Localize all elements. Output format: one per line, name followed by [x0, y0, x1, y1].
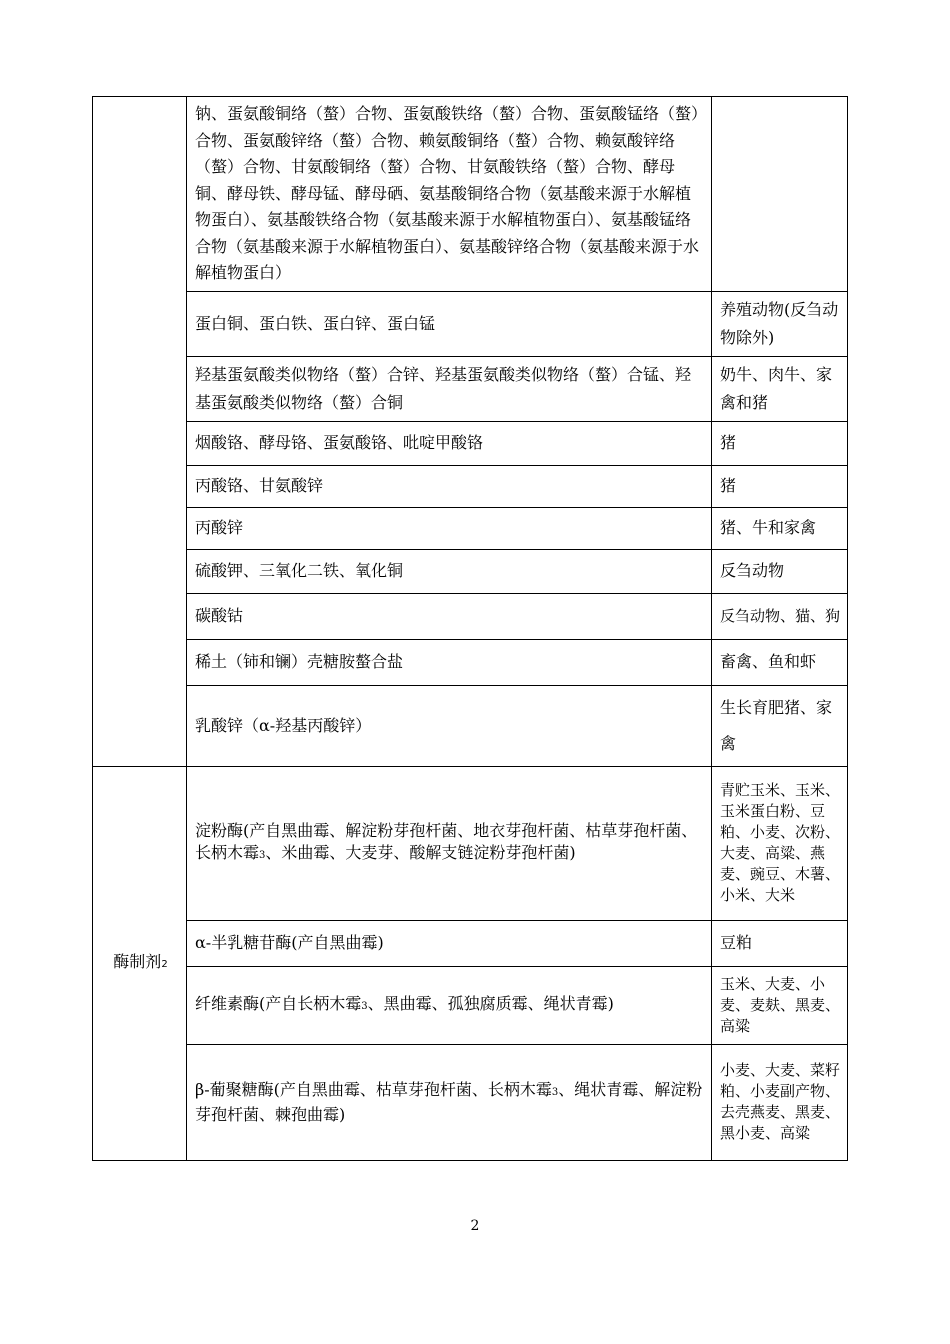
- substance-text: 、米曲霉、大麦芽、酸解支链淀粉芽孢杆菌): [265, 842, 576, 862]
- table-row: [93, 97, 848, 292]
- category-label: 酶制剂: [113, 951, 162, 971]
- footnote-mark: 3: [551, 1086, 559, 1098]
- table-row: [93, 465, 848, 507]
- table-row: [93, 685, 848, 766]
- substance-text: β-葡聚糖酶(产自黑曲霉、枯草芽孢杆菌、长柄木霉: [195, 1079, 552, 1099]
- substance-text: 淀粉酶(产自黑曲霉、解淀粉芽孢杆菌、地衣芽孢杆菌、枯草芽孢杆菌、长柄木霉: [195, 820, 698, 862]
- scope-cell: 青贮玉米、玉米、玉米蛋白粉、豆粕、小麦、次粉、大麦、高粱、燕麦、豌豆、木薯、小米、大米: [712, 766, 848, 920]
- substance-text: 纤维素酶(产自长柄木霉: [195, 993, 362, 1013]
- table-row: [93, 639, 848, 685]
- substance-cell: [187, 1044, 712, 1160]
- scope-cell: [712, 97, 848, 292]
- substance-text: 、黑曲霉、孤独腐质霉、绳状青霉): [367, 993, 614, 1013]
- scope-cell: 小麦、大麦、菜籽粕、小麦副产物、去壳燕麦、黑麦、黑小麦、高粱: [712, 1044, 848, 1160]
- substance-cell: [187, 766, 712, 920]
- substance-cell: 碳酸钴: [187, 593, 712, 639]
- table-row: [93, 291, 848, 356]
- table-row: [93, 507, 848, 549]
- table-row: [93, 593, 848, 639]
- scope-cell: 奶牛、肉牛、家禽和猪: [712, 356, 848, 421]
- scope-cell: 猪: [712, 421, 848, 465]
- additive-table: [92, 96, 848, 1161]
- scope-cell: 玉米、大麦、小麦、麦麸、黑麦、高粱: [712, 966, 848, 1044]
- footnote-mark: 2: [161, 958, 168, 970]
- scope-cell: 反刍动物、猫、狗: [712, 593, 848, 639]
- table-row: [93, 356, 848, 421]
- scope-cell: 猪、牛和家禽: [712, 507, 848, 549]
- substance-cell: α-半乳糖苷酶(产自黑曲霉): [187, 920, 712, 966]
- table-row: [93, 1044, 848, 1160]
- substance-cell: 稀土（铈和镧）壳糖胺螯合盐: [187, 639, 712, 685]
- category-cell: [93, 97, 187, 767]
- table-row: [93, 920, 848, 966]
- substance-cell: 丙酸锌: [187, 507, 712, 549]
- scope-cell: 反刍动物: [712, 549, 848, 593]
- substance-cell: 蛋白铜、蛋白铁、蛋白锌、蛋白锰: [187, 291, 712, 356]
- table-row: [93, 766, 848, 920]
- substance-cell: 丙酸铬、甘氨酸锌: [187, 465, 712, 507]
- substance-cell: 硫酸钾、三氧化二铁、氧化铜: [187, 549, 712, 593]
- footnote-mark: 3: [361, 1000, 368, 1012]
- substance-cell: [187, 966, 712, 1044]
- scope-cell: 猪: [712, 465, 848, 507]
- table-row: [93, 966, 848, 1044]
- substance-cell: 羟基蛋氨酸类似物络（螯）合锌、羟基蛋氨酸类似物络（螯）合锰、羟基蛋氨酸类似物络（螯）合铜: [187, 356, 712, 421]
- scope-cell: 养殖动物(反刍动物除外): [712, 291, 848, 356]
- page-number: 2: [470, 1218, 480, 1234]
- substance-cell: 钠、蛋氨酸铜络（螯）合物、蛋氨酸铁络（螯）合物、蛋氨酸锰络（螯）合物、蛋氨酸锌络（螯）合物、赖氨酸铜络（螯）合物、赖氨酸锌络（螯）合物、甘氨酸铜络（螯）合物、甘氨酸铁络（螯）合物、酵母铜、酵母铁、酵母锰、酵母硒、氨基酸铜络合物（氨基酸来源于水解植物蛋白）、氨基酸铁络合物（氨基酸来源于水解植物蛋白）、氨基酸锰络合物（氨基酸来源于水解植物蛋白）、氨基酸锌络合物（氨基酸来源于水解植物蛋白）: [187, 97, 712, 292]
- table-row: [93, 421, 848, 465]
- substance-text: 、绳状青霉、解淀粉芽孢杆菌、棘孢曲霉): [195, 1079, 703, 1124]
- table-row: [93, 549, 848, 593]
- category-cell-enzyme: [93, 766, 187, 1160]
- scope-cell: 生长育肥猪、家禽: [712, 685, 848, 766]
- footnote-mark: 3: [259, 849, 266, 861]
- scope-cell: 豆粕: [712, 920, 848, 966]
- substance-cell: 乳酸锌（α-羟基丙酸锌）: [187, 685, 712, 766]
- scope-cell: 畜禽、鱼和虾: [712, 639, 848, 685]
- substance-cell: 烟酸铬、酵母铬、蛋氨酸铬、吡啶甲酸铬: [187, 421, 712, 465]
